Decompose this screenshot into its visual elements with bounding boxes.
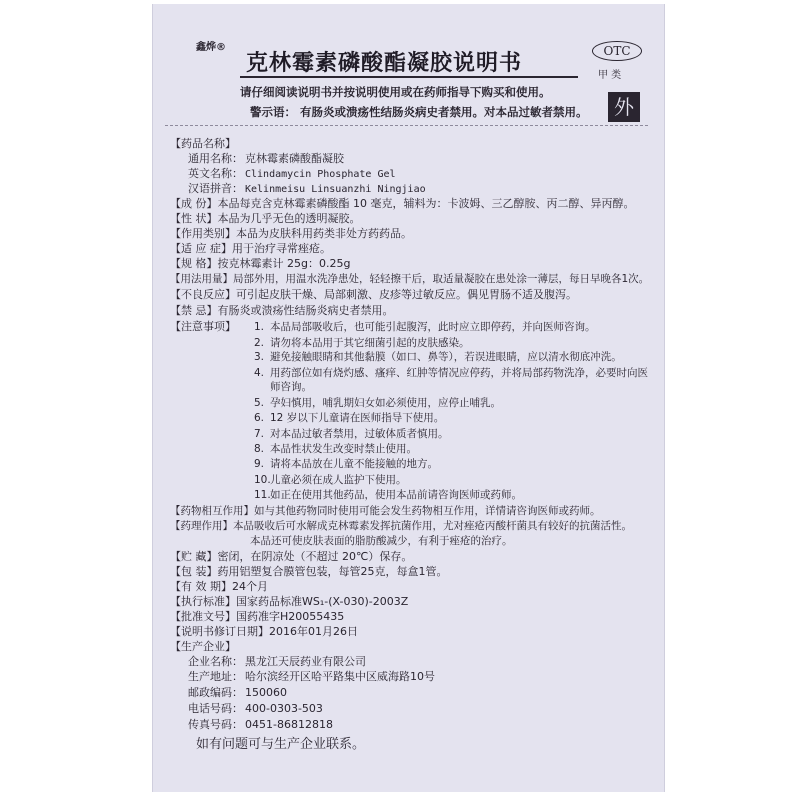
section-label: 【批准文号】 xyxy=(170,610,236,623)
section-value: 密闭，在阴凉处（不超过 20℃）保存。 xyxy=(217,550,413,563)
item-text: 请将本品放在儿童不能接触的地方。 xyxy=(270,458,438,470)
section-label: 【药物相互作用】 xyxy=(170,505,254,517)
section-label: 【作用类别】 xyxy=(170,227,236,240)
item-number: 7. xyxy=(254,428,265,440)
section-label: 【规 格】 xyxy=(170,257,218,270)
section-row xyxy=(170,197,635,211)
field-label: 生产地址： xyxy=(188,670,243,683)
item-text: 本品局部吸收后，也可能引起腹泻，此时应立即停药，并向医师咨询。 xyxy=(270,321,596,333)
interactions-row xyxy=(170,504,601,518)
item-number: 10. xyxy=(254,474,271,486)
field-label: 电话号码： xyxy=(188,702,243,715)
section-label: 【注意事项】 xyxy=(170,320,236,333)
precaution-item xyxy=(254,442,417,456)
field-label: 通用名称： xyxy=(188,152,243,165)
item-text: 孕妇慎用，哺乳期妇女如必须使用，应停止哺乳。 xyxy=(270,397,501,409)
field-value: 0451-86812818 xyxy=(245,718,333,731)
precautions-heading xyxy=(170,320,236,334)
field-value: 克林霉素磷酸酯凝胶 xyxy=(245,152,344,165)
precaution-item xyxy=(254,488,522,502)
section-label: 【用法用量】 xyxy=(170,273,233,285)
title-underline xyxy=(240,76,578,78)
item-number: 3. xyxy=(254,351,265,363)
manufacturer-heading xyxy=(170,640,236,654)
field-value: Kelinmeisu Linsuanzhi Ningjiao xyxy=(245,184,426,195)
pharmacology-continuation: 本品还可使皮肤表面的脂肪酸减少，有利于痤疮的治疗。 xyxy=(250,535,513,547)
external-use-badge: 外 xyxy=(608,92,640,122)
section-label: 【包 装】 xyxy=(170,565,218,578)
contact-footer: 如有问题可与生产企业联系。 xyxy=(196,737,366,752)
section-row xyxy=(170,288,577,302)
storage-row xyxy=(170,550,412,564)
section-value: 按克林霉素计 25g：0.25g xyxy=(217,257,351,270)
field-value: 黑龙江天辰药业有限公司 xyxy=(245,655,366,668)
item-text: 12 岁以下儿童请在医师指导下使用。 xyxy=(270,412,445,424)
section-value: 本品吸收后可水解成克林霉素发挥抗菌作用，尤对痤疮丙酸杆菌具有较好的抗菌活性。 xyxy=(233,520,632,532)
item-number: 6. xyxy=(254,412,265,424)
item-number: 1. xyxy=(254,321,265,333)
precaution-item xyxy=(254,366,648,380)
section-value: 如与其他药物同时使用可能会发生药物相互作用，详情请咨询医师或药师。 xyxy=(254,505,601,517)
brand-logo: 鑫烨® xyxy=(196,42,226,53)
pharmacology-row xyxy=(170,519,632,533)
item-number: 2. xyxy=(254,337,265,349)
section-label: 【不良反应】 xyxy=(170,288,236,301)
item-number: 5. xyxy=(254,397,265,409)
section-value: 国药准字H20055435 xyxy=(236,610,345,623)
field-label: 英文名称： xyxy=(188,167,243,180)
drug-name-heading xyxy=(170,137,236,151)
approval-row xyxy=(170,610,344,624)
item-text: 避免接触眼睛和其他黏膜（如口、鼻等），若误进眼睛，应以清水彻底冲洗。 xyxy=(270,351,622,363)
phone-row xyxy=(188,702,323,716)
section-value: 2016年01月26日 xyxy=(269,625,358,638)
section-row xyxy=(170,242,331,256)
field-value: Clindamycin Phosphate Gel xyxy=(245,169,396,180)
section-value: 可引起皮肤干燥、局部刺激、皮疹等过敏反应。偶见胃肠不适及腹泻。 xyxy=(236,288,577,301)
precaution-item xyxy=(254,473,407,487)
section-value: 国家药品标准WS₁-(X-030)-2003Z xyxy=(236,595,409,608)
address-row xyxy=(188,670,435,684)
section-row xyxy=(170,304,394,318)
item-text: 请勿将本品用于其它细菌引起的皮肤感染。 xyxy=(270,337,470,349)
usage-notice: 请仔细阅读说明书并按说明使用或在药师指导下购买和使用。 xyxy=(240,85,551,99)
section-value: 有肠炎或溃疡性结肠炎病史者禁用。 xyxy=(217,304,394,317)
section-value: 本品每克含克林霉素磷酸酯 10 毫克，辅料为：卡波姆、三乙醇胺、丙二醇、异丙醇。 xyxy=(217,197,635,210)
field-value: 哈尔滨经开区哈平路集中区威海路10号 xyxy=(245,670,435,683)
revision-row xyxy=(170,625,358,639)
precaution-continuation: 师咨询。 xyxy=(270,381,312,393)
header-divider xyxy=(165,125,648,126)
section-row xyxy=(170,272,649,286)
section-value: 本品为几乎无色的透明凝胶。 xyxy=(217,212,361,225)
section-value: 本品为皮肤科用药类非处方药药品。 xyxy=(236,227,412,240)
item-number: 4. xyxy=(254,367,265,379)
item-number: 8. xyxy=(254,443,265,455)
section-row xyxy=(170,212,361,226)
section-value: 局部外用，用温水洗净患处，轻轻擦干后，取适量凝胶在患处涂一薄层，每日早晚各1次。 xyxy=(233,273,650,285)
field-label: 邮政编码： xyxy=(188,686,243,699)
field-label: 汉语拼音： xyxy=(188,182,243,195)
item-text: 对本品过敏者禁用，过敏体质者慎用。 xyxy=(270,428,449,440)
section-row xyxy=(170,257,350,271)
section-label: 【说明书修订日期】 xyxy=(170,625,269,638)
section-label: 【药品名称】 xyxy=(170,137,236,150)
section-label: 【性 状】 xyxy=(170,212,218,225)
section-value: 用于治疗寻常痤疮。 xyxy=(232,242,331,255)
section-value: 24个月 xyxy=(232,580,268,593)
item-text: 儿童必须在成人监护下使用。 xyxy=(270,474,407,486)
section-label: 【适 应 症】 xyxy=(170,242,232,255)
section-label: 【执行标准】 xyxy=(170,595,236,608)
company-name-row xyxy=(188,655,366,669)
postcode-row xyxy=(188,686,287,700)
precaution-item xyxy=(254,457,438,471)
package-row xyxy=(170,565,448,579)
field-label: 企业名称： xyxy=(188,655,243,668)
validity-row xyxy=(170,580,268,594)
precaution-item xyxy=(254,411,444,425)
pinyin-name-row xyxy=(188,182,426,197)
precaution-item xyxy=(254,320,596,334)
field-value: 150060 xyxy=(245,686,287,699)
precaution-item xyxy=(254,350,622,364)
section-label: 【成 份】 xyxy=(170,197,218,210)
standard-row xyxy=(170,595,408,609)
item-number: 11. xyxy=(254,489,271,501)
document-title: 克林霉素磷酸酯凝胶说明书 xyxy=(246,51,523,76)
category-label: 甲 类 xyxy=(598,70,622,81)
warning-text: 警示语： 有肠炎或溃疡性结肠炎病史者禁用。对本品过敏者禁用。 xyxy=(250,105,588,119)
section-value: 药用铝塑复合膜管包装，每管25克，每盒1管。 xyxy=(217,565,448,578)
precaution-item xyxy=(254,427,449,441)
section-label: 【药理作用】 xyxy=(170,520,233,532)
section-label: 【贮 藏】 xyxy=(170,550,218,563)
field-value: 400-0303-503 xyxy=(245,702,323,715)
section-label: 【禁 忌】 xyxy=(170,304,218,317)
field-label: 传真号码： xyxy=(188,718,243,731)
section-row xyxy=(170,227,412,241)
item-text: 用药部位如有烧灼感、瘙痒、红肿等情况应停药，并将局部药物洗净，必要时向医 xyxy=(270,367,648,379)
fax-row xyxy=(188,718,333,732)
otc-badge: OTC xyxy=(592,41,642,61)
item-text: 如正在使用其他药品，使用本品前请咨询医师或药师。 xyxy=(270,489,522,501)
english-name-row xyxy=(188,167,396,182)
section-label: 【有 效 期】 xyxy=(170,580,232,593)
item-number: 9. xyxy=(254,458,265,470)
generic-name-row xyxy=(188,152,344,166)
item-text: 本品性状发生改变时禁止使用。 xyxy=(270,443,417,455)
precaution-item xyxy=(254,396,501,410)
section-label: 【生产企业】 xyxy=(170,640,236,653)
precaution-item xyxy=(254,336,470,350)
